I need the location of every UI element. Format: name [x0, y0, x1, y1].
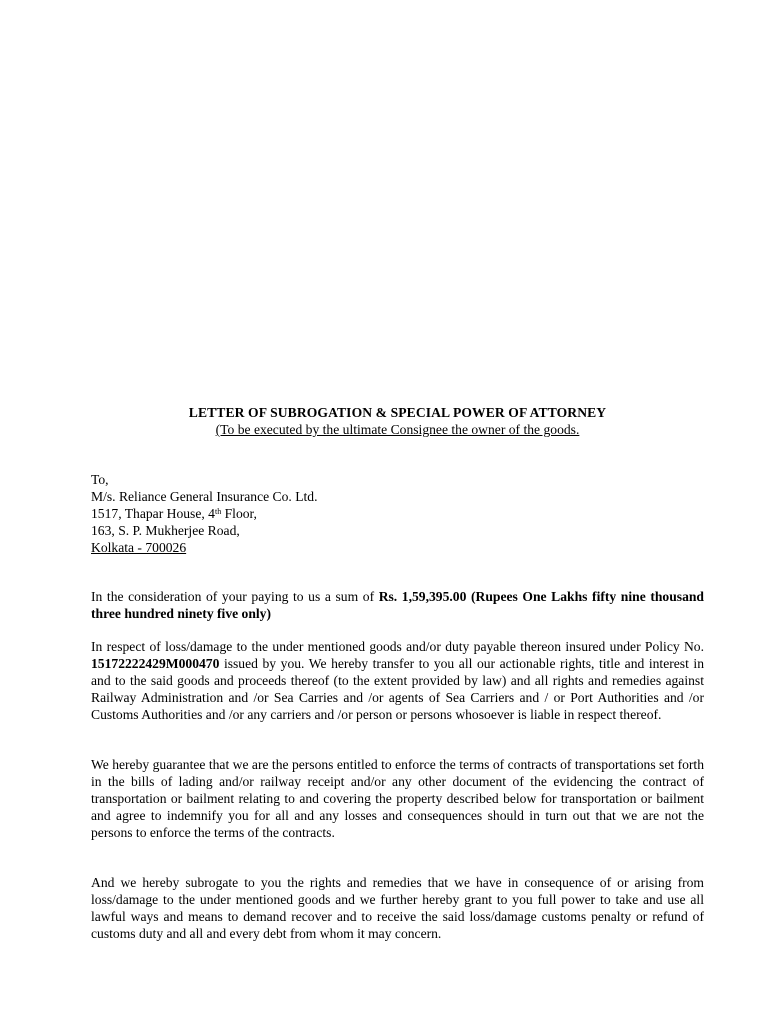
policy-paragraph: [91, 639, 704, 724]
city-pincode: Kolkata - 700026: [91, 540, 187, 555]
letter-heading: [91, 404, 704, 438]
subrogation-paragraph: [91, 875, 704, 943]
address-line-1-floor: Floor,: [221, 506, 257, 521]
policy-rights-text: issued by you. We hereby transfer to you all our actionable rights, title and interest in and to the said goods and proceeds thereof (to the extent provided by law) and all rights and remedies against Railway Administration and /or Sea Carries and /or agents of Sea Carriers and / or Port Authorities and /or Customs Authorities and /or any carriers and /or person or persons whosoever is liable in respect thereof.: [91, 655, 704, 722]
address-line-1-text: 1517, Thapar House, 4: [91, 506, 215, 521]
consideration-amount: Rs. 1,59,395.00 (Rupees One Lakhs fifty nine thousand three hundred ninety five only): [91, 589, 704, 621]
guarantee-paragraph: [91, 757, 704, 842]
consideration-intro: In the consideration of your paying to us a sum of: [91, 589, 379, 604]
policy-intro: In respect of loss/damage to the under mentioned goods and/or duty payable thereon insured under Policy No.: [91, 639, 704, 654]
floor-ordinal-suffix: th: [214, 507, 222, 516]
guarantee-text: We hereby guarantee that we are the persons entitled to enforce the terms of contracts of transportations set forth in the bills of lading and/or railway receipt and/or any other document of the evidencing the contract of transportation or bailment relating to and covering the property described below for transportation or bailment and agree to indemnify you for all and any losses and consequences should in turn out that we are not the persons to enforce the terms of the contracts.: [91, 757, 704, 840]
address-line-2: 163, S. P. Mukherjee Road,: [91, 523, 240, 538]
address-line-1: [91, 505, 704, 522]
recipient-address: [91, 471, 704, 556]
policy-number: 15172222429M000470: [91, 655, 220, 671]
subrogation-text: And we hereby subrogate to you the rights and remedies that we have in consequence of or arising from loss/damage to the under mentioned goods and we further hereby grant to you full power to take and use all lawful ways and means to demand recover and to receive the said loss/damage customs penalty or refund of customs duty and all and every debt from whom it may concern.: [91, 875, 704, 941]
letter-title: LETTER OF SUBROGATION & SPECIAL POWER OF ATTORNEY: [188, 405, 607, 420]
consideration-text: [91, 589, 704, 623]
salutation: To,: [91, 472, 109, 487]
company-name: M/s. Reliance General Insurance Co. Ltd.: [91, 489, 318, 504]
letter-subtitle: (To be executed by the ultimate Consignee the owner of the goods.: [215, 422, 580, 437]
policy-text: [91, 639, 704, 724]
consideration-paragraph: [91, 589, 704, 623]
address-city: [91, 539, 704, 556]
